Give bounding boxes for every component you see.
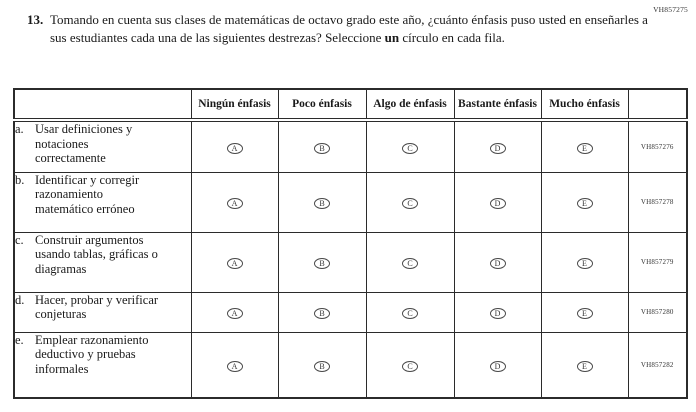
emphasis-response-table xyxy=(13,88,688,399)
answer-circle-e[interactable]: E xyxy=(577,198,593,209)
question-text-tail: círculo en cada fila. xyxy=(399,30,505,45)
answer-circle-c[interactable]: C xyxy=(402,361,418,372)
answer-circle-a[interactable]: A xyxy=(227,361,243,372)
answer-circle-e[interactable]: E xyxy=(577,258,593,269)
row-label xyxy=(14,120,191,172)
answer-circle-a[interactable]: A xyxy=(227,308,243,319)
row-letter: d. xyxy=(15,292,25,307)
answer-circle-a[interactable]: A xyxy=(227,258,243,269)
option-cell-ningun xyxy=(191,172,278,232)
option-cell-poco xyxy=(278,292,366,332)
item-code: VH857279 xyxy=(628,232,687,292)
answer-circle-c[interactable]: C xyxy=(402,258,418,269)
option-cell-bastante xyxy=(454,292,541,332)
answer-circle-e[interactable]: E xyxy=(577,361,593,372)
answer-circle-e[interactable]: E xyxy=(577,308,593,319)
table-row-c xyxy=(14,232,687,292)
row-label xyxy=(14,292,191,332)
answer-circle-b[interactable]: B xyxy=(314,308,330,319)
option-cell-ningun xyxy=(191,120,278,172)
question-text xyxy=(50,11,650,47)
row-letter: e. xyxy=(15,332,24,347)
answer-circle-d[interactable]: D xyxy=(490,143,506,154)
row-label-text: Construir argumentos usando tablas, gráficas o diagramas xyxy=(35,232,158,276)
answer-circle-b[interactable]: B xyxy=(314,143,330,154)
option-cell-bastante xyxy=(454,232,541,292)
option-cell-ningun xyxy=(191,232,278,292)
row-label-text: Identificar y corregir razonamiento matemático erróneo xyxy=(35,172,140,216)
question-13 xyxy=(27,11,667,47)
option-cell-algo xyxy=(366,292,454,332)
item-code: VH857276 xyxy=(628,120,687,172)
option-cell-algo xyxy=(366,172,454,232)
answer-circle-e[interactable]: E xyxy=(577,143,593,154)
column-header-algo-de-enfasis: Algo de énfasis xyxy=(366,89,454,120)
answer-circle-a[interactable]: A xyxy=(227,198,243,209)
answer-circle-b[interactable]: B xyxy=(314,361,330,372)
row-letter: c. xyxy=(15,232,24,247)
table-row-d xyxy=(14,292,687,332)
option-cell-poco xyxy=(278,332,366,398)
question-number: 13. xyxy=(27,12,44,27)
header-row xyxy=(14,89,687,120)
answer-circle-d[interactable]: D xyxy=(490,361,506,372)
answer-circle-d[interactable]: D xyxy=(490,258,506,269)
option-cell-mucho xyxy=(541,232,628,292)
row-label-text: Usar definiciones y notaciones correctamente xyxy=(35,122,133,165)
option-cell-algo xyxy=(366,232,454,292)
table-row-b xyxy=(14,172,687,232)
row-label xyxy=(14,172,191,232)
item-code: VH857278 xyxy=(628,172,687,232)
option-cell-ningun xyxy=(191,292,278,332)
answer-circle-c[interactable]: C xyxy=(402,143,418,154)
row-letter: b. xyxy=(15,172,25,187)
option-cell-poco xyxy=(278,120,366,172)
row-label-text: Hacer, probar y verificar conjeturas xyxy=(35,292,159,321)
column-header-ningun-enfasis: Ningún énfasis xyxy=(191,89,278,120)
answer-circle-b[interactable]: B xyxy=(314,258,330,269)
option-cell-poco xyxy=(278,232,366,292)
option-cell-mucho xyxy=(541,292,628,332)
question-text-bold-word: un xyxy=(384,30,400,45)
question-text-main: Tomando en cuenta sus clases de matemáticas de octavo grado este año, ¿cuánto énfasis puso usted en enseñarles a sus estudiantes cada una de las siguientes destrezas? Seleccione xyxy=(50,12,648,45)
option-cell-mucho xyxy=(541,172,628,232)
column-header-mucho-enfasis: Mucho énfasis xyxy=(541,89,628,120)
code-column-header xyxy=(628,89,687,120)
option-cell-ningun xyxy=(191,332,278,398)
item-code: VH857280 xyxy=(628,292,687,332)
option-cell-algo xyxy=(366,332,454,398)
row-label-column-header xyxy=(14,89,191,120)
column-header-bastante-enfasis: Bastante énfasis xyxy=(454,89,541,120)
row-letter: a. xyxy=(15,122,24,136)
answer-circle-c[interactable]: C xyxy=(402,198,418,209)
page-form-code: VH857275 xyxy=(653,5,688,14)
option-cell-mucho xyxy=(541,332,628,398)
answer-circle-d[interactable]: D xyxy=(490,198,506,209)
answer-circle-c[interactable]: C xyxy=(402,308,418,319)
answer-circle-b[interactable]: B xyxy=(314,198,330,209)
option-cell-bastante xyxy=(454,172,541,232)
row-label xyxy=(14,332,191,398)
option-cell-bastante xyxy=(454,332,541,398)
column-header-poco-enfasis: Poco énfasis xyxy=(278,89,366,120)
answer-circle-a[interactable]: A xyxy=(227,143,243,154)
option-cell-mucho xyxy=(541,120,628,172)
option-cell-algo xyxy=(366,120,454,172)
option-cell-bastante xyxy=(454,120,541,172)
row-label xyxy=(14,232,191,292)
row-label-text: Emplear razonamiento deductivo y pruebas informales xyxy=(35,332,149,376)
table-row-e xyxy=(14,332,687,398)
option-cell-poco xyxy=(278,172,366,232)
table-row-a xyxy=(14,120,687,172)
item-code: VH857282 xyxy=(628,332,687,398)
answer-circle-d[interactable]: D xyxy=(490,308,506,319)
